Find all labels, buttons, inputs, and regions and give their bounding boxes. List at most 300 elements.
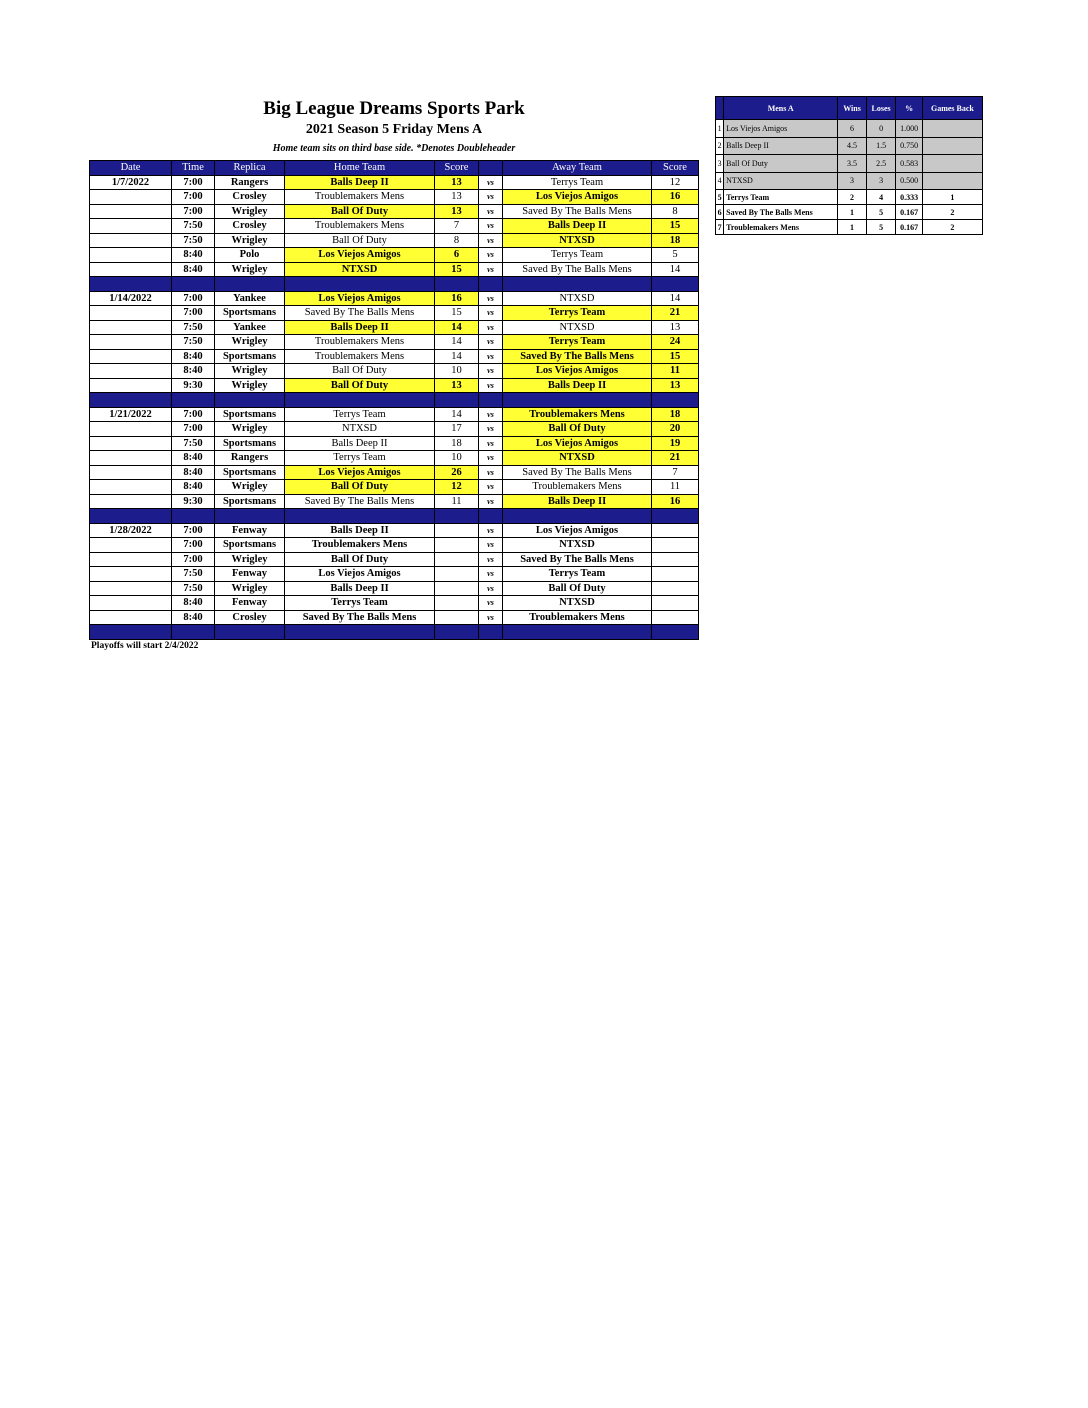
team-pct: 0.500 (896, 172, 922, 190)
home-team: Ball Of Duty (285, 552, 435, 567)
game-row (90, 291, 699, 306)
home-team: Los Viejos Amigos (285, 248, 435, 263)
game-row (90, 306, 699, 321)
vs-label: vs (479, 175, 503, 190)
team-rank: 5 (716, 190, 724, 205)
away-score: 14 (652, 262, 699, 277)
game-replica: Sportsmans (215, 494, 285, 509)
away-score: 12 (652, 175, 699, 190)
vs-label: vs (479, 523, 503, 538)
team-name: Saved By The Balls Mens (724, 205, 838, 220)
separator-cell (90, 509, 172, 524)
home-team: Ball Of Duty (285, 378, 435, 393)
game-replica: Wrigley (215, 422, 285, 437)
away-score: 15 (652, 349, 699, 364)
home-team: Balls Deep II (285, 320, 435, 335)
game-row (90, 523, 699, 538)
team-pct: 0.167 (896, 205, 922, 220)
team-pct: 1.000 (896, 120, 922, 138)
home-team: Balls Deep II (285, 436, 435, 451)
vs-label: vs (479, 204, 503, 219)
team-wins: 6 (838, 120, 867, 138)
home-team: NTXSD (285, 262, 435, 277)
game-row (90, 436, 699, 451)
standings-row (716, 190, 983, 205)
game-replica: Crosley (215, 219, 285, 234)
game-replica: Wrigley (215, 364, 285, 379)
separator-cell (285, 277, 435, 292)
home-score: 12 (435, 480, 479, 495)
away-score: 18 (652, 407, 699, 422)
game-time: 7:00 (172, 538, 215, 553)
team-loses: 5 (866, 220, 896, 235)
home-team: Terrys Team (285, 407, 435, 422)
col-home-team: Home Team (285, 161, 435, 176)
game-row (90, 552, 699, 567)
home-score: 17 (435, 422, 479, 437)
vs-label: vs (479, 581, 503, 596)
vs-label: vs (479, 219, 503, 234)
game-date (90, 610, 172, 625)
week-separator (90, 393, 699, 408)
col-division: Mens A (724, 97, 838, 120)
game-replica: Rangers (215, 175, 285, 190)
home-team: Los Viejos Amigos (285, 567, 435, 582)
team-name: Terrys Team (724, 190, 838, 205)
game-replica: Fenway (215, 596, 285, 611)
game-replica: Sportsmans (215, 349, 285, 364)
separator-cell (652, 625, 699, 640)
col-home-score: Score (435, 161, 479, 176)
away-team: Terrys Team (503, 567, 652, 582)
standings-row (716, 220, 983, 235)
vs-label: vs (479, 233, 503, 248)
separator-cell (503, 509, 652, 524)
col-loses: Loses (866, 97, 896, 120)
home-team: Troublemakers Mens (285, 190, 435, 205)
away-score (652, 552, 699, 567)
home-score: 6 (435, 248, 479, 263)
col-away-score: Score (652, 161, 699, 176)
col-away-team: Away Team (503, 161, 652, 176)
away-score (652, 523, 699, 538)
home-team: Troublemakers Mens (285, 349, 435, 364)
game-row (90, 190, 699, 205)
game-row (90, 407, 699, 422)
away-team: NTXSD (503, 291, 652, 306)
away-score: 7 (652, 465, 699, 480)
team-games-back (922, 155, 982, 173)
away-team: Troublemakers Mens (503, 407, 652, 422)
home-score (435, 552, 479, 567)
game-time: 7:50 (172, 436, 215, 451)
team-pct: 0.167 (896, 220, 922, 235)
vs-label: vs (479, 552, 503, 567)
week-separator (90, 625, 699, 640)
home-score: 18 (435, 436, 479, 451)
game-replica: Yankee (215, 291, 285, 306)
away-team: Balls Deep II (503, 494, 652, 509)
game-row (90, 494, 699, 509)
team-wins: 1 (838, 205, 867, 220)
game-row (90, 465, 699, 480)
game-row (90, 378, 699, 393)
game-date (90, 378, 172, 393)
home-score (435, 596, 479, 611)
col-vs (479, 161, 503, 176)
game-date (90, 349, 172, 364)
page-subtitle: 2021 Season 5 Friday Mens A (305, 122, 483, 137)
team-name: NTXSD (724, 172, 838, 190)
away-score: 14 (652, 291, 699, 306)
game-time: 8:40 (172, 610, 215, 625)
separator-cell (503, 625, 652, 640)
away-score: 21 (652, 451, 699, 466)
away-score (652, 567, 699, 582)
game-date (90, 190, 172, 205)
col-time: Time (172, 161, 215, 176)
home-score: 14 (435, 335, 479, 350)
game-date: 1/28/2022 (90, 523, 172, 538)
away-team: NTXSD (503, 538, 652, 553)
game-row (90, 175, 699, 190)
away-team: Balls Deep II (503, 219, 652, 234)
home-score: 13 (435, 175, 479, 190)
away-score: 8 (652, 204, 699, 219)
standings-row (716, 120, 983, 138)
team-rank: 6 (716, 205, 724, 220)
away-team: Saved By The Balls Mens (503, 349, 652, 364)
team-name: Balls Deep II (724, 137, 838, 155)
game-row (90, 610, 699, 625)
away-score: 16 (652, 494, 699, 509)
vs-label: vs (479, 465, 503, 480)
game-date (90, 581, 172, 596)
away-team: Los Viejos Amigos (503, 190, 652, 205)
home-score (435, 610, 479, 625)
home-team: Saved By The Balls Mens (285, 306, 435, 321)
home-score (435, 581, 479, 596)
game-replica: Wrigley (215, 233, 285, 248)
game-time: 8:40 (172, 262, 215, 277)
game-date (90, 364, 172, 379)
vs-label: vs (479, 190, 503, 205)
away-team: Saved By The Balls Mens (503, 262, 652, 277)
schedule-header-row (90, 161, 699, 176)
home-team: Balls Deep II (285, 523, 435, 538)
game-date: 1/14/2022 (90, 291, 172, 306)
home-score (435, 538, 479, 553)
separator-cell (172, 393, 215, 408)
separator-cell (215, 625, 285, 640)
game-date (90, 596, 172, 611)
separator-cell (479, 393, 503, 408)
separator-cell (503, 393, 652, 408)
standings-row (716, 137, 983, 155)
game-replica: Polo (215, 248, 285, 263)
game-replica: Crosley (215, 190, 285, 205)
away-team: Ball Of Duty (503, 422, 652, 437)
game-date (90, 538, 172, 553)
game-replica: Sportsmans (215, 306, 285, 321)
game-time: 7:00 (172, 422, 215, 437)
game-row (90, 364, 699, 379)
home-score: 11 (435, 494, 479, 509)
vs-label: vs (479, 349, 503, 364)
home-score: 26 (435, 465, 479, 480)
separator-cell (503, 277, 652, 292)
separator-cell (652, 277, 699, 292)
away-score: 5 (652, 248, 699, 263)
separator-cell (285, 393, 435, 408)
vs-label: vs (479, 364, 503, 379)
away-score: 13 (652, 378, 699, 393)
game-row (90, 538, 699, 553)
game-time: 8:40 (172, 364, 215, 379)
team-wins: 4.5 (838, 137, 867, 155)
away-score: 16 (652, 190, 699, 205)
col-pct: % (896, 97, 922, 120)
game-replica: Wrigley (215, 335, 285, 350)
team-wins: 2 (838, 190, 867, 205)
game-time: 7:00 (172, 407, 215, 422)
game-row (90, 596, 699, 611)
col-date: Date (90, 161, 172, 176)
game-time: 7:50 (172, 581, 215, 596)
playoff-note: Playoffs will start 2/4/2022 (91, 641, 199, 651)
separator-cell (172, 625, 215, 640)
away-score: 24 (652, 335, 699, 350)
home-team: Saved By The Balls Mens (285, 610, 435, 625)
schedule-table (89, 160, 699, 640)
home-score: 16 (435, 291, 479, 306)
home-team: NTXSD (285, 422, 435, 437)
home-team: Troublemakers Mens (285, 219, 435, 234)
team-loses: 5 (866, 205, 896, 220)
game-replica: Wrigley (215, 581, 285, 596)
standings-header-row (716, 97, 983, 120)
standings-row (716, 172, 983, 190)
team-name: Ball Of Duty (724, 155, 838, 173)
game-date (90, 219, 172, 234)
game-row (90, 451, 699, 466)
game-date (90, 422, 172, 437)
home-team: Troublemakers Mens (285, 335, 435, 350)
team-wins: 1 (838, 220, 867, 235)
game-row (90, 204, 699, 219)
team-pct: 0.583 (896, 155, 922, 173)
game-date (90, 436, 172, 451)
game-replica: Rangers (215, 451, 285, 466)
separator-cell (172, 509, 215, 524)
game-time: 7:00 (172, 291, 215, 306)
game-replica: Crosley (215, 610, 285, 625)
team-loses: 3 (866, 172, 896, 190)
game-row (90, 422, 699, 437)
col-rank (716, 97, 724, 120)
vs-label: vs (479, 262, 503, 277)
team-rank: 7 (716, 220, 724, 235)
game-date (90, 567, 172, 582)
vs-label: vs (479, 407, 503, 422)
away-team: Terrys Team (503, 335, 652, 350)
game-row (90, 262, 699, 277)
home-team: Balls Deep II (285, 581, 435, 596)
vs-label: vs (479, 422, 503, 437)
game-time: 7:00 (172, 552, 215, 567)
vs-label: vs (479, 291, 503, 306)
team-rank: 1 (716, 120, 724, 138)
home-team: Los Viejos Amigos (285, 465, 435, 480)
game-time: 8:40 (172, 480, 215, 495)
away-score (652, 596, 699, 611)
game-row (90, 581, 699, 596)
home-team: Ball Of Duty (285, 364, 435, 379)
standings-table (715, 96, 983, 235)
home-team: Balls Deep II (285, 175, 435, 190)
separator-cell (172, 277, 215, 292)
game-row (90, 219, 699, 234)
away-team: Saved By The Balls Mens (503, 552, 652, 567)
game-time: 8:40 (172, 596, 215, 611)
game-date: 1/7/2022 (90, 175, 172, 190)
game-time: 7:50 (172, 335, 215, 350)
vs-label: vs (479, 494, 503, 509)
game-time: 7:00 (172, 190, 215, 205)
game-date: 1/21/2022 (90, 407, 172, 422)
game-row (90, 248, 699, 263)
separator-cell (435, 393, 479, 408)
game-row (90, 233, 699, 248)
game-date (90, 465, 172, 480)
game-date (90, 262, 172, 277)
home-team: Terrys Team (285, 451, 435, 466)
team-games-back: 2 (922, 205, 982, 220)
home-score: 13 (435, 378, 479, 393)
vs-label: vs (479, 248, 503, 263)
away-score: 19 (652, 436, 699, 451)
game-time: 7:50 (172, 233, 215, 248)
away-score: 11 (652, 364, 699, 379)
game-replica: Wrigley (215, 552, 285, 567)
away-team: NTXSD (503, 451, 652, 466)
home-score (435, 523, 479, 538)
game-time: 9:30 (172, 378, 215, 393)
game-replica: Sportsmans (215, 538, 285, 553)
away-team: Balls Deep II (503, 378, 652, 393)
home-score: 10 (435, 451, 479, 466)
vs-label: vs (479, 436, 503, 451)
home-team: Ball Of Duty (285, 233, 435, 248)
game-time: 8:40 (172, 465, 215, 480)
home-score: 15 (435, 306, 479, 321)
game-replica: Wrigley (215, 204, 285, 219)
game-time: 8:40 (172, 349, 215, 364)
game-date (90, 451, 172, 466)
away-team: Terrys Team (503, 175, 652, 190)
separator-cell (90, 393, 172, 408)
team-loses: 0 (866, 120, 896, 138)
vs-label: vs (479, 378, 503, 393)
page-title: Big League Dreams Sports Park (263, 98, 525, 119)
home-score: 15 (435, 262, 479, 277)
home-team: Terrys Team (285, 596, 435, 611)
vs-label: vs (479, 451, 503, 466)
game-row (90, 567, 699, 582)
away-team: Saved By The Balls Mens (503, 465, 652, 480)
separator-cell (215, 277, 285, 292)
team-rank: 2 (716, 137, 724, 155)
separator-cell (90, 625, 172, 640)
vs-label: vs (479, 596, 503, 611)
col-wins: Wins (838, 97, 867, 120)
away-team: Troublemakers Mens (503, 480, 652, 495)
separator-cell (435, 625, 479, 640)
week-separator (90, 277, 699, 292)
separator-cell (435, 277, 479, 292)
vs-label: vs (479, 320, 503, 335)
game-date (90, 552, 172, 567)
separator-cell (215, 509, 285, 524)
separator-cell (285, 509, 435, 524)
away-team: Terrys Team (503, 248, 652, 263)
game-date (90, 320, 172, 335)
away-score: 13 (652, 320, 699, 335)
separator-cell (90, 277, 172, 292)
game-replica: Sportsmans (215, 407, 285, 422)
home-score (435, 567, 479, 582)
away-score: 20 (652, 422, 699, 437)
team-loses: 2.5 (866, 155, 896, 173)
vs-label: vs (479, 335, 503, 350)
standings-row (716, 155, 983, 173)
separator-cell (479, 509, 503, 524)
away-team: NTXSD (503, 320, 652, 335)
game-time: 8:40 (172, 451, 215, 466)
separator-cell (479, 625, 503, 640)
game-time: 7:00 (172, 523, 215, 538)
game-replica: Fenway (215, 567, 285, 582)
team-pct: 0.750 (896, 137, 922, 155)
away-score (652, 538, 699, 553)
game-time: 7:00 (172, 306, 215, 321)
separator-cell (215, 393, 285, 408)
team-rank: 3 (716, 155, 724, 173)
game-time: 7:00 (172, 204, 215, 219)
game-replica: Sportsmans (215, 436, 285, 451)
game-date (90, 306, 172, 321)
game-date (90, 494, 172, 509)
game-time: 7:50 (172, 567, 215, 582)
home-team: Troublemakers Mens (285, 538, 435, 553)
game-replica: Fenway (215, 523, 285, 538)
vs-label: vs (479, 610, 503, 625)
away-score (652, 581, 699, 596)
game-row (90, 335, 699, 350)
home-score: 14 (435, 407, 479, 422)
schedule-note: Home team sits on third base side. *Denotes Doubleheader (272, 143, 516, 154)
away-team: Los Viejos Amigos (503, 364, 652, 379)
home-score: 7 (435, 219, 479, 234)
home-team: Los Viejos Amigos (285, 291, 435, 306)
game-time: 8:40 (172, 248, 215, 263)
game-date (90, 204, 172, 219)
home-score: 13 (435, 204, 479, 219)
away-team: Terrys Team (503, 306, 652, 321)
team-pct: 0.333 (896, 190, 922, 205)
away-team: Saved By The Balls Mens (503, 204, 652, 219)
team-games-back (922, 137, 982, 155)
